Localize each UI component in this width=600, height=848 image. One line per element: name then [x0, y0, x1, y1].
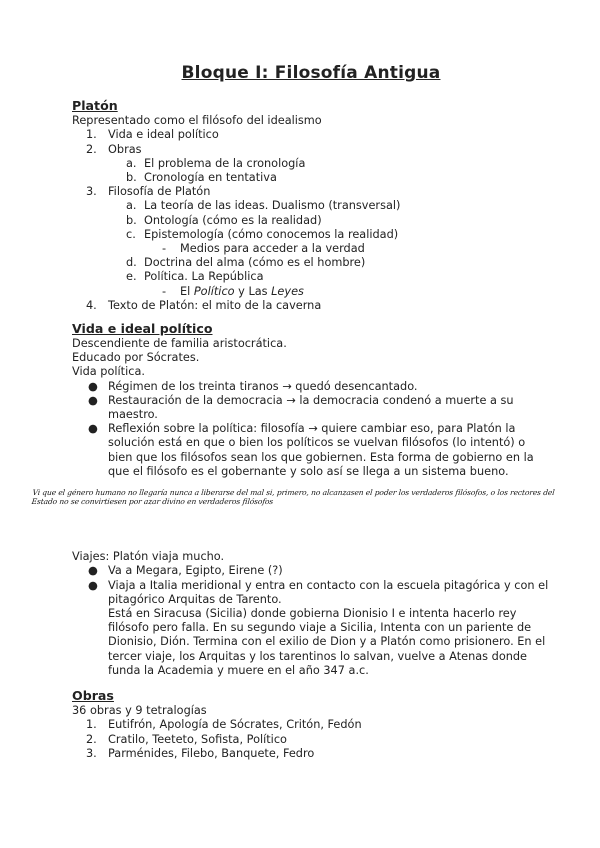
list-item: ● Restauración de la democracia → la democracia condenó a muerte a su maestro. — [88, 393, 514, 422]
bullet-icon: ● — [88, 422, 98, 436]
bullet-list — [72, 564, 550, 678]
viajes-section — [72, 550, 550, 678]
obras-heading: Obras — [72, 688, 114, 704]
obras-section — [72, 688, 550, 761]
list-item: 2. Obras — [86, 142, 142, 156]
list-item: a. El problema de la cronología — [126, 156, 306, 170]
vida-section — [31, 321, 556, 506]
bullet-list — [72, 380, 550, 479]
list-item: ● Va a Megara, Egipto, Eirene (?) — [88, 564, 283, 578]
bullet-icon: ● — [88, 578, 98, 592]
paragraph: 36 obras y 9 tetralogías — [72, 704, 207, 718]
outline-list — [72, 128, 550, 156]
sublist — [72, 157, 550, 185]
list-item: e. Política. La República — [126, 270, 264, 284]
list-item: - El Político y Las Leyes — [162, 284, 304, 298]
paragraph: Viajes: Platón viaja mucho. — [72, 550, 225, 564]
bullet-icon: ● — [88, 564, 98, 578]
platon-section — [72, 98, 550, 313]
platon-heading: Platón — [72, 98, 118, 114]
document-title: Bloque I: Filosofía Antigua — [181, 63, 441, 83]
paragraph: Descendiente de familia aristocrática. — [72, 337, 287, 351]
list-item: 3. Filosofía de Platón — [86, 185, 211, 199]
list-item: c. Epistemología (cómo conocemos la realidad) — [126, 227, 399, 241]
list-item: d. Doctrina del alma (cómo es el hombre) — [126, 256, 366, 270]
paragraph: Vida política. — [72, 365, 145, 379]
list-item: ● Reflexión sobre la política: filosofía → quiere cambiar eso, para Platón la solución está en que o bien los políticos se vuelvan filósofos (lo intentó) o bien que los filósofos sean los que gobiernen. Esta forma de gobierno en la que el filósofo es el gobernante y solo así se llega a un sistema bueno. — [88, 422, 534, 478]
platon-intro: Representado como el filósofo del idealismo — [72, 114, 322, 128]
list-item: 2. Cratilo, Teeteto, Sofista, Político — [86, 732, 287, 746]
list-item: 1. Vida e ideal político — [86, 128, 219, 142]
list-item: 4. Texto de Platón: el mito de la caverna — [86, 298, 322, 312]
list-item: b. Cronología en tentativa — [126, 171, 277, 185]
vida-heading: Vida e ideal político — [72, 321, 213, 337]
bullet-icon: ● — [88, 379, 98, 393]
list-item: 3. Parménides, Filebo, Banquete, Fedro — [86, 746, 315, 760]
list-item: 1. Eutifrón, Apología de Sócrates, Critón, Fedón — [86, 718, 362, 732]
list-item: a. La teoría de las ideas. Dualismo (transversal) — [126, 199, 401, 213]
handwritten-quote: Vi que el género humano no llegaría nunca a liberarse del mal si, primero, no alcanzasen el poder los verdaderos filósofos, o los rectores del Estado no se convirtiesen por azar divino en verdaderos filósofos — [31, 488, 556, 506]
list-item: ● Régimen de los treinta tiranos → quedó desencantado. — [88, 379, 418, 393]
obras-list — [72, 718, 550, 761]
list-item: - Medios para acceder a la verdad — [162, 242, 365, 256]
list-item: ● Viaja a Italia meridional y entra en contacto con la escuela pitagórica y con el pitagórico Arquitas de Tarento. Está en Siracusa (Sicilia) donde gobierna Dionisio I e intenta hacerlo rey filósofo pero falla. En su segundo viaje a Sicilia, Intenta con un pariente de Dionisio, Dión. Termina con el exilio de Dion y a Platón como prisionero. En el tercer viaje, los Arquitas y los tarentinos lo salvan, vuelve a Atenas donde funda la Academia y muere en el año 347 a.c. — [88, 578, 549, 677]
bullet-icon: ● — [88, 393, 98, 407]
paragraph: Educado por Sócrates. — [72, 351, 200, 365]
list-item: b. Ontología (cómo es la realidad) — [126, 213, 322, 227]
